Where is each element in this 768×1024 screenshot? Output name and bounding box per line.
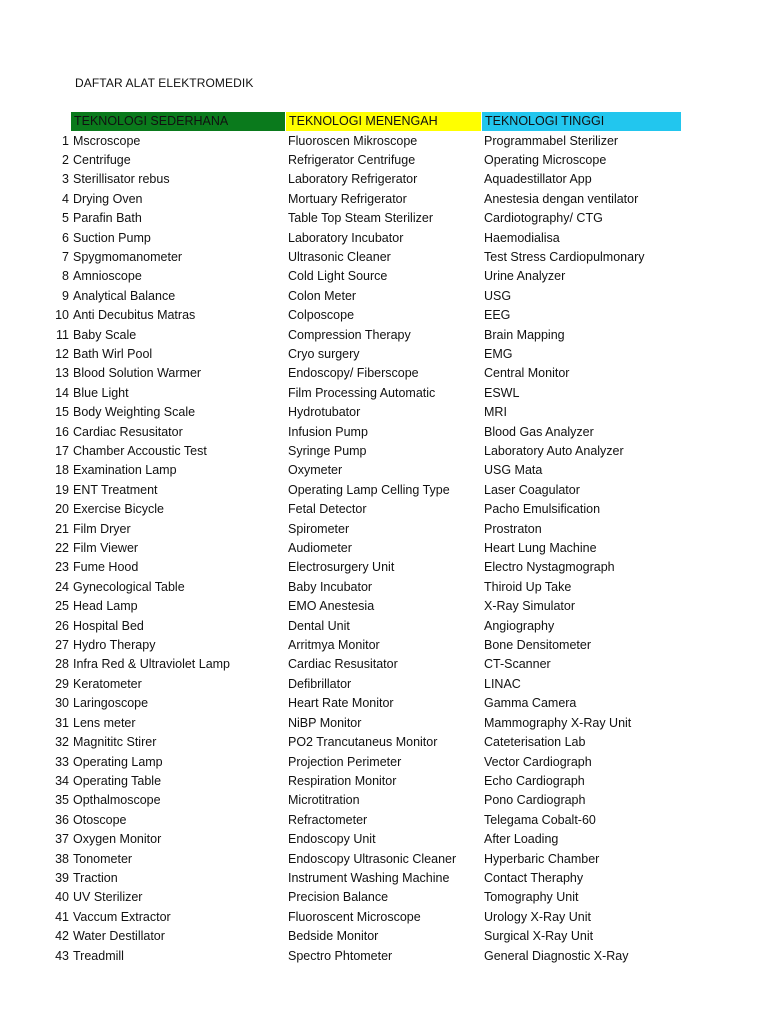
cell-tinggi: USG Mata xyxy=(484,463,543,478)
cell-tinggi: Tomography Unit xyxy=(484,890,579,905)
cell-menengah: NiBP Monitor xyxy=(288,715,362,730)
table-row xyxy=(0,636,768,655)
cell-menengah: Instrument Washing Machine xyxy=(288,870,450,885)
row-number: 6 xyxy=(62,230,69,245)
cell-menengah: Bedside Monitor xyxy=(288,929,379,944)
table-row xyxy=(0,190,768,209)
cell-menengah: Colposcope xyxy=(288,308,355,323)
cell-menengah: Cardiac Resusitator xyxy=(288,657,398,672)
table-row xyxy=(0,772,768,791)
header-teknologi-sederhana: TEKNOLOGI SEDERHANA xyxy=(71,112,285,131)
cell-tinggi: Urine Analyzer xyxy=(484,269,566,284)
cell-sederhana: Body Weighting Scale xyxy=(73,405,196,420)
header-teknologi-tinggi: TEKNOLOGI TINGGI xyxy=(482,112,681,131)
cell-menengah: Fluoroscent Microscope xyxy=(288,909,421,924)
cell-sederhana: Analytical Balance xyxy=(73,288,176,303)
cell-menengah: Infusion Pump xyxy=(288,424,368,439)
cell-menengah: Colon Meter xyxy=(288,288,357,303)
table-row xyxy=(0,617,768,636)
row-number: 33 xyxy=(55,754,69,769)
table-row xyxy=(0,520,768,539)
cell-sederhana: Hospital Bed xyxy=(73,618,144,633)
row-number: 17 xyxy=(55,444,69,458)
row-number: 20 xyxy=(55,502,69,517)
cell-sederhana: Head Lamp xyxy=(73,599,138,614)
table-row xyxy=(0,481,768,500)
row-number: 25 xyxy=(55,599,69,614)
cell-menengah: Endoscopy Unit xyxy=(288,832,376,847)
cell-sederhana: Keratometer xyxy=(73,676,142,691)
cell-menengah: Compression Therapy xyxy=(288,327,411,342)
cell-tinggi: Prostraton xyxy=(484,521,542,536)
cell-sederhana: Chamber Accoustic Test xyxy=(73,444,207,458)
cell-menengah: Arritmya Monitor xyxy=(288,638,380,653)
cell-tinggi: CT-Scanner xyxy=(484,657,551,672)
cell-menengah: Baby Incubator xyxy=(288,579,373,594)
cell-sederhana: Blood Solution Warmer xyxy=(73,366,202,381)
cell-menengah: Audiometer xyxy=(288,541,352,556)
cell-menengah: Spirometer xyxy=(288,521,350,536)
cell-sederhana: Hydro Therapy xyxy=(73,638,156,653)
row-number: 9 xyxy=(62,288,69,303)
row-number: 24 xyxy=(55,579,69,594)
row-number: 5 xyxy=(62,211,69,226)
cell-tinggi: ESWL xyxy=(484,385,520,400)
table-row xyxy=(0,578,768,597)
cell-sederhana: Operating Lamp xyxy=(73,754,163,769)
cell-tinggi: Electro Nystagmograph xyxy=(484,560,615,575)
cell-sederhana: Cardiac Resusitator xyxy=(73,424,183,439)
row-number: 27 xyxy=(55,638,69,653)
cell-tinggi: Thiroid Up Take xyxy=(484,579,572,594)
table-row xyxy=(0,209,768,228)
cell-menengah: Operating Lamp Celling Type xyxy=(288,482,450,497)
row-number: 1 xyxy=(62,133,69,148)
cell-tinggi: Angiography xyxy=(484,618,555,633)
table-row xyxy=(0,714,768,733)
row-number: 30 xyxy=(55,696,69,711)
cell-menengah: Mortuary Refrigerator xyxy=(288,191,407,206)
cell-sederhana: Magnititc Stirer xyxy=(73,735,157,750)
cell-menengah: Syringe Pump xyxy=(288,444,367,458)
row-number: 14 xyxy=(55,385,69,400)
cell-tinggi: Telegama Cobalt-60 xyxy=(484,812,596,827)
cell-menengah: Heart Rate Monitor xyxy=(288,696,394,711)
cell-tinggi: EEG xyxy=(484,308,511,323)
cell-menengah: Fetal Detector xyxy=(288,502,367,517)
row-number: 29 xyxy=(55,676,69,691)
cell-sederhana: Spygmomanometer xyxy=(73,249,183,264)
table-row xyxy=(0,869,768,888)
cell-sederhana: Traction xyxy=(73,870,118,885)
cell-menengah: EMO Anestesia xyxy=(288,599,375,614)
row-number: 10 xyxy=(55,308,69,323)
cell-sederhana: Amnioscope xyxy=(73,269,142,284)
cell-menengah: Cryo surgery xyxy=(288,346,360,361)
table-row xyxy=(0,384,768,403)
cell-menengah: Refrigerator Centrifuge xyxy=(288,152,416,167)
table-row xyxy=(0,423,768,442)
table-row xyxy=(0,345,768,364)
cell-tinggi: Programmabel Sterilizer xyxy=(484,133,619,148)
cell-menengah: Spectro Phtometer xyxy=(288,948,393,963)
table-row xyxy=(0,733,768,752)
table-row xyxy=(0,927,768,946)
row-number: 28 xyxy=(55,657,69,672)
table-row xyxy=(0,947,768,966)
cell-menengah: Table Top Steam Sterilizer xyxy=(288,211,433,226)
cell-sederhana: Film Dryer xyxy=(73,521,131,536)
row-number: 42 xyxy=(55,929,69,944)
cell-tinggi: Brain Mapping xyxy=(484,327,565,342)
cell-tinggi: Pacho Emulsification xyxy=(484,502,601,517)
row-number: 13 xyxy=(55,366,69,381)
row-number: 16 xyxy=(55,424,69,439)
cell-tinggi: Vector Cardiograph xyxy=(484,754,592,769)
row-number: 18 xyxy=(55,463,69,478)
cell-sederhana: Centrifuge xyxy=(73,152,131,167)
cell-menengah: Oxymeter xyxy=(288,463,343,478)
cell-tinggi: After Loading xyxy=(484,832,559,847)
cell-sederhana: Gynecological Table xyxy=(73,579,185,594)
row-number: 39 xyxy=(55,870,69,885)
row-number: 40 xyxy=(55,890,69,905)
cell-tinggi: Urology X-Ray Unit xyxy=(484,909,591,924)
cell-sederhana: Oxygen Monitor xyxy=(73,832,162,847)
cell-sederhana: Otoscope xyxy=(73,812,127,827)
cell-sederhana: Bath Wirl Pool xyxy=(73,346,153,361)
cell-sederhana: Mscroscope xyxy=(73,133,141,148)
cell-tinggi: EMG xyxy=(484,346,513,361)
document-title: DAFTAR ALAT ELEKTROMEDIK xyxy=(75,76,254,90)
cell-tinggi: MRI xyxy=(484,405,507,420)
cell-menengah: Defibrillator xyxy=(288,676,352,691)
row-number: 11 xyxy=(56,327,69,342)
cell-menengah: Dental Unit xyxy=(288,618,350,633)
cell-tinggi: Laser Coagulator xyxy=(484,482,580,497)
row-number: 31 xyxy=(55,715,69,730)
table-row xyxy=(0,364,768,383)
header-teknologi-menengah: TEKNOLOGI MENENGAH xyxy=(286,112,481,131)
cell-tinggi: Heart Lung Machine xyxy=(484,541,597,556)
cell-tinggi: Central Monitor xyxy=(484,366,570,381)
cell-tinggi: LINAC xyxy=(484,676,521,691)
cell-menengah: Respiration Monitor xyxy=(288,773,397,788)
table-row xyxy=(0,908,768,927)
cell-tinggi: Test Stress Cardiopulmonary xyxy=(484,249,645,264)
row-number: 21 xyxy=(55,521,69,536)
cell-sederhana: Vaccum Extractor xyxy=(73,909,171,924)
table-row xyxy=(0,830,768,849)
row-number: 2 xyxy=(62,152,69,167)
table-row xyxy=(0,170,768,189)
cell-sederhana: Suction Pump xyxy=(73,230,151,245)
row-number: 4 xyxy=(62,191,69,206)
row-number: 43 xyxy=(55,948,69,963)
table-row xyxy=(0,753,768,772)
cell-sederhana: Infra Red & Ultraviolet Lamp xyxy=(73,657,231,672)
cell-menengah: Fluoroscen Mikroscope xyxy=(288,133,418,148)
table-row xyxy=(0,306,768,325)
cell-tinggi: Hyperbaric Chamber xyxy=(484,851,600,866)
cell-menengah: Endoscopy/ Fiberscope xyxy=(288,366,419,381)
equipment-table xyxy=(0,132,768,966)
cell-tinggi: Pono Cardiograph xyxy=(484,793,586,808)
table-row xyxy=(0,442,768,461)
cell-tinggi: Bone Densitometer xyxy=(484,638,592,653)
cell-sederhana: UV Sterilizer xyxy=(73,890,143,905)
cell-sederhana: Parafin Bath xyxy=(73,211,142,226)
row-number: 12 xyxy=(55,346,69,361)
cell-tinggi: X-Ray Simulator xyxy=(484,599,575,614)
row-number: 38 xyxy=(55,851,69,866)
cell-menengah: Endoscopy Ultrasonic Cleaner xyxy=(288,851,457,866)
cell-menengah: Refractometer xyxy=(288,812,368,827)
table-row xyxy=(0,675,768,694)
row-number: 32 xyxy=(55,735,69,750)
table-row xyxy=(0,791,768,810)
cell-menengah: PO2 Trancutaneus Monitor xyxy=(288,735,438,750)
cell-menengah: Ultrasonic Cleaner xyxy=(288,249,391,264)
cell-tinggi: Gamma Camera xyxy=(484,696,577,711)
cell-sederhana: Lens meter xyxy=(73,715,136,730)
table-row xyxy=(0,539,768,558)
row-number: 22 xyxy=(55,541,69,556)
cell-sederhana: Baby Scale xyxy=(73,327,137,342)
table-row xyxy=(0,888,768,907)
cell-tinggi: Anestesia dengan ventilator xyxy=(484,191,639,206)
table-row xyxy=(0,326,768,345)
cell-tinggi: Haemodialisa xyxy=(484,230,560,245)
row-number: 26 xyxy=(55,618,69,633)
cell-sederhana: Treadmill xyxy=(73,948,124,963)
row-number: 8 xyxy=(62,269,69,284)
row-number: 23 xyxy=(55,560,69,575)
table-row xyxy=(0,132,768,151)
row-number: 19 xyxy=(55,482,69,497)
cell-tinggi: Mammography X-Ray Unit xyxy=(484,715,632,730)
cell-sederhana: Water Destillator xyxy=(73,929,165,944)
cell-menengah: Cold Light Source xyxy=(288,269,388,284)
cell-sederhana: Blue Light xyxy=(73,385,129,400)
cell-tinggi: Cardiotography/ CTG xyxy=(484,211,603,226)
row-number: 35 xyxy=(55,793,69,808)
cell-sederhana: Drying Oven xyxy=(73,191,143,206)
cell-sederhana: Operating Table xyxy=(73,773,162,788)
cell-sederhana: Laringoscope xyxy=(73,696,149,711)
table-row xyxy=(0,287,768,306)
cell-tinggi: Echo Cardiograph xyxy=(484,773,585,788)
table-row xyxy=(0,500,768,519)
cell-menengah: Projection Perimeter xyxy=(288,754,402,769)
cell-menengah: Hydrotubator xyxy=(288,405,361,420)
cell-sederhana: Sterillisator rebus xyxy=(73,172,170,187)
table-row xyxy=(0,655,768,674)
table-row xyxy=(0,151,768,170)
cell-menengah: Electrosurgery Unit xyxy=(288,560,395,575)
cell-sederhana: Film Viewer xyxy=(73,541,139,556)
table-row xyxy=(0,694,768,713)
cell-sederhana: Examination Lamp xyxy=(73,463,177,478)
cell-menengah: Microtitration xyxy=(288,793,360,808)
cell-menengah: Laboratory Incubator xyxy=(288,230,404,245)
row-number: 15 xyxy=(55,405,69,420)
row-number: 3 xyxy=(62,172,69,187)
row-number: 36 xyxy=(55,812,69,827)
table-row xyxy=(0,403,768,422)
row-number: 34 xyxy=(55,773,69,788)
cell-menengah: Laboratory Refrigerator xyxy=(288,172,418,187)
cell-menengah: Precision Balance xyxy=(288,890,389,905)
cell-tinggi: Operating Microscope xyxy=(484,152,607,167)
cell-tinggi: Cateterisation Lab xyxy=(484,735,586,750)
cell-sederhana: Fume Hood xyxy=(73,560,139,575)
cell-tinggi: USG xyxy=(484,288,512,303)
cell-tinggi: Blood Gas Analyzer xyxy=(484,424,594,439)
cell-tinggi: Contact Theraphy xyxy=(484,870,584,885)
cell-tinggi: Aquadestillator App xyxy=(484,172,592,187)
cell-tinggi: General Diagnostic X-Ray xyxy=(484,948,629,963)
table-row xyxy=(0,850,768,869)
row-number: 37 xyxy=(55,832,69,847)
row-number: 41 xyxy=(55,909,69,924)
cell-sederhana: Anti Decubitus Matras xyxy=(73,308,196,323)
cell-sederhana: Opthalmoscope xyxy=(73,793,161,808)
table-row xyxy=(0,811,768,830)
table-row xyxy=(0,267,768,286)
cell-sederhana: ENT Treatment xyxy=(73,482,158,497)
table-row xyxy=(0,558,768,577)
cell-menengah: Film Processing Automatic xyxy=(288,385,436,400)
table-row xyxy=(0,248,768,267)
cell-tinggi: Laboratory Auto Analyzer xyxy=(484,444,624,458)
table-row xyxy=(0,461,768,480)
table-row xyxy=(0,229,768,248)
cell-sederhana: Tonometer xyxy=(73,851,133,866)
table-row xyxy=(0,597,768,616)
cell-sederhana: Exercise Bicycle xyxy=(73,502,164,517)
cell-tinggi: Surgical X-Ray Unit xyxy=(484,929,594,944)
row-number: 7 xyxy=(62,249,69,264)
